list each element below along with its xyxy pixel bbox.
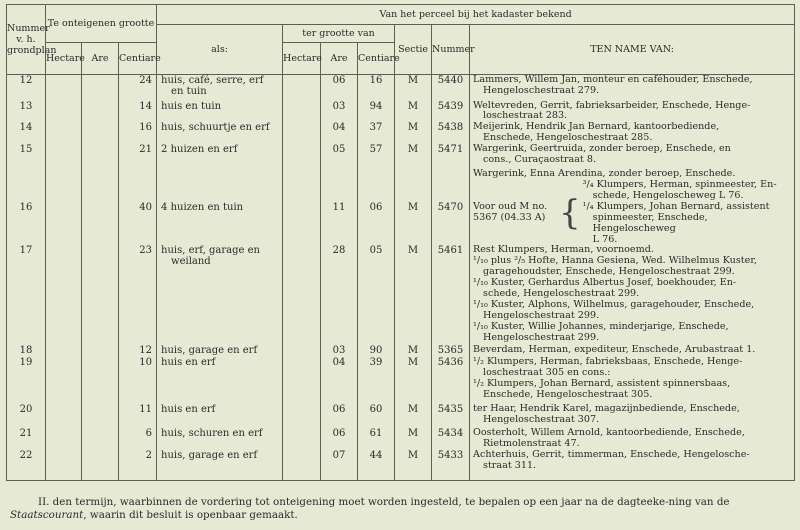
perceel-hectare-cell (283, 450, 321, 480)
description-cell (157, 404, 283, 428)
hectare-cell (46, 428, 82, 450)
perceel-are-cell: 28 (321, 245, 358, 345)
owner-line: huis, café, serre, erf (161, 75, 264, 86)
perceel-hectare-cell (283, 428, 321, 450)
parcel-number: 19 (7, 357, 46, 404)
owner-line: ¹/₁₀ Kuster, Willie Johannes, minderjarige, Enschede, (473, 320, 729, 332)
owner-line: loschestraat 305 en cons.: (483, 367, 611, 379)
description-cell (157, 101, 283, 123)
centiare-cell: 6 (119, 428, 157, 450)
table-row (7, 357, 795, 404)
perceel-number-cell: 5434 (432, 428, 470, 450)
owner-line: huis, erf, garage en (161, 245, 260, 257)
owner-line: Hengeloschestraat 307. (483, 414, 600, 426)
perceel-number-cell: 5461 (432, 245, 470, 345)
owner-line: huis en erf (161, 357, 216, 369)
are-cell (82, 450, 119, 480)
owner-line: 2 huizen en erf (161, 144, 238, 156)
brace-icon: { (559, 192, 581, 233)
owner-cell (470, 169, 795, 245)
owner-line: Rietmolenstraat 47. (483, 438, 580, 450)
owner-line: ¹/₂ Klumpers, Herman, fabrieksbaas, Enschede, Henge- (473, 356, 743, 368)
description-cell (157, 245, 283, 345)
owner-line: huis, schuurtje en erf (161, 122, 270, 134)
parcel-number: 16 (7, 169, 46, 245)
table-row (7, 404, 795, 428)
are-cell (82, 245, 119, 345)
col-centiare-2: Centiare (358, 43, 395, 75)
perceel-hectare-cell (283, 245, 321, 345)
col-als: als: (157, 25, 283, 75)
description-cell (157, 169, 283, 245)
owner-line: Hengeloschestraat 299. (483, 331, 600, 343)
perceel-hectare-cell (283, 357, 321, 404)
sectie-cell: M (395, 345, 432, 357)
perceel-are-cell: 04 (321, 357, 358, 404)
owner-line: ¹/₂ Klumpers, Johan Bernard, assistent spinnersbaas, (473, 378, 731, 390)
owner-group (473, 180, 792, 245)
parcel-number: 20 (7, 404, 46, 428)
col-sectie: Sectie (395, 25, 432, 75)
perceel-number-cell: 5433 (432, 450, 470, 480)
owner-line: weiland (171, 256, 211, 268)
sectie-cell: M (395, 122, 432, 144)
perceel-centiare-cell: 94 (358, 101, 395, 123)
perceel-hectare-cell (283, 169, 321, 245)
owner-line: ¹/₁₀ Kuster, Alphons, Wilhelmus, garagehouder, Enschede, (473, 299, 755, 310)
centiare-cell: 10 (119, 357, 157, 404)
are-cell (82, 404, 119, 428)
sectie-cell: M (395, 450, 432, 480)
owner-line: Beverdam, Herman, expediteur, Enschede, Arubastraat 1. (473, 344, 756, 356)
owner-line: ter Haar, Hendrik Karel, magazijnbediende, Enschede, (473, 403, 740, 415)
owner-line: 4 huizen en tuin (161, 201, 244, 213)
parcel-number: 14 (7, 122, 46, 144)
sectie-cell: M (395, 357, 432, 404)
col-centiare-1: Centiare (119, 43, 157, 75)
owner-line: ¹/₄ Klumpers, Johan Bernard, assistent (582, 200, 770, 212)
centiare-cell: 2 (119, 450, 157, 480)
table-row (7, 101, 795, 123)
sectie-cell: M (395, 428, 432, 450)
col-ten-name-van: TEN NAME VAN: (470, 25, 795, 75)
parcel-number: 15 (7, 144, 46, 169)
sectie-cell: M (395, 101, 432, 123)
col-are-2: Are (321, 43, 358, 75)
owner-line: Oosterholt, Willem Arnold, kantoorbediende, Enschede, (473, 427, 745, 439)
perceel-are-cell: 06 (321, 428, 358, 450)
hectare-cell (46, 169, 82, 245)
perceel-centiare-cell: 16 (358, 75, 395, 101)
owner-line: ¹/₁₀ plus ²/₅ Hofte, Hanna Gesiena, Wed. Wilhelmus Kuster, (473, 255, 757, 267)
centiare-cell: 40 (119, 169, 157, 245)
perceel-hectare-cell (283, 404, 321, 428)
owner-line: Enschede, Hengeloschestraat 305. (483, 389, 653, 401)
perceel-centiare-cell: 61 (358, 428, 395, 450)
perceel-are-cell: 11 (321, 169, 358, 245)
perceel-number-cell: 5435 (432, 404, 470, 428)
owner-line: straat 311. (483, 460, 537, 472)
hectare-cell (46, 101, 82, 123)
owner-line: Weltevreden, Gerrit, fabrieksarbeider, Enschede, Henge- (473, 99, 751, 111)
col-num: Nummer (432, 25, 470, 75)
owner-line: ³/₄ Klumpers, Herman, spinmeester, En- (582, 179, 777, 191)
perceel-centiare-cell: 05 (358, 245, 395, 345)
perceel-are-cell: 03 (321, 101, 358, 123)
owner-line: huis en erf (161, 404, 216, 416)
are-cell (82, 122, 119, 144)
perceel-are-cell: 06 (321, 75, 358, 101)
hectare-cell (46, 450, 82, 480)
owner-line: Meijerink, Hendrik Jan Bernard, kantoorbediende, (473, 121, 720, 133)
owner-line: Hengeloschestraat 299. (483, 309, 600, 321)
expropriation-table (6, 4, 795, 481)
perceel-centiare-cell: 37 (358, 122, 395, 144)
sectie-cell: M (395, 169, 432, 245)
are-cell (82, 144, 119, 169)
perceel-centiare-cell: 39 (358, 357, 395, 404)
description-cell (157, 345, 283, 357)
owner-line: cons., Curaçaostraat 8. (483, 154, 596, 166)
perceel-centiare-cell: 44 (358, 450, 395, 480)
are-cell (82, 428, 119, 450)
perceel-number-cell: 5436 (432, 357, 470, 404)
col-hectare-2: Hectare (283, 43, 321, 75)
perceel-number-cell: 5438 (432, 122, 470, 144)
table-row (7, 450, 795, 480)
perceel-number-cell: 5365 (432, 345, 470, 357)
centiare-cell: 23 (119, 245, 157, 345)
owner-line: Achterhuis, Gerrit, timmerman, Enschede, Hengelosche- (473, 449, 750, 461)
perceel-centiare-cell: 06 (358, 169, 395, 245)
owner-line: huis en tuin (161, 100, 222, 112)
owner-line: Wargerink, Enna Arendina, zonder beroep, Enschede. (473, 168, 736, 180)
owner-line: huis, garage en erf (161, 450, 258, 462)
owner-line: Lammers, Willem Jan, monteur en caféhouder, Enschede, (473, 74, 753, 85)
sectie-cell: M (395, 404, 432, 428)
owner-line: Hengeloschestraat 279. (483, 84, 600, 96)
owner-line: schede, Hengeloschestraat 299. (483, 288, 640, 300)
owner-line: huis, garage en erf (161, 345, 258, 357)
description-cell (157, 428, 283, 450)
owner-cell (470, 75, 795, 101)
parcel-number: 12 (7, 75, 46, 101)
centiare-cell: 12 (119, 345, 157, 357)
perceel-hectare-cell (283, 122, 321, 144)
table-row (7, 245, 795, 345)
col-hectare-1: Hectare (46, 43, 82, 75)
sectie-cell: M (395, 245, 432, 345)
hectare-cell (46, 245, 82, 345)
perceel-centiare-cell: 60 (358, 404, 395, 428)
parcel-number: 13 (7, 101, 46, 123)
footnote: II. den termijn, waarbinnen de vordering tot onteigening moet worden ingesteld, te bepalen op een jaar na de dagteeke-ning van de Staatscourant, waarin dit besluit is openbaar gemaakt. (10, 496, 730, 521)
description-cell (157, 144, 283, 169)
perceel-number-cell: 5471 (432, 144, 470, 169)
owner-cell (470, 245, 795, 345)
owner-cell (470, 450, 795, 480)
perceel-are-cell: 04 (321, 122, 358, 144)
description-cell (157, 357, 283, 404)
are-cell (82, 357, 119, 404)
hectare-cell (46, 75, 82, 101)
hectare-cell (46, 357, 82, 404)
perceel-number-cell: 5439 (432, 101, 470, 123)
sectie-cell: M (395, 144, 432, 169)
owner-line: spinmeester, Enschede, Hengeloscheweg (592, 211, 708, 234)
hectare-cell (46, 144, 82, 169)
owner-cell (470, 404, 795, 428)
hectare-cell (46, 122, 82, 144)
owner-cell (470, 428, 795, 450)
centiare-cell: 24 (119, 75, 157, 101)
col-nummer: Nummer v. h. grondplan (7, 5, 46, 75)
sectie-cell: M (395, 75, 432, 101)
are-cell (82, 345, 119, 357)
are-cell (82, 75, 119, 101)
table-row (7, 144, 795, 169)
owner-line: L 76. (592, 233, 618, 245)
table-row (7, 428, 795, 450)
owner-line: Rest Klumpers, Herman, voornoemd. (473, 244, 654, 256)
perceel-number-cell: 5440 (432, 75, 470, 101)
centiare-cell: 16 (119, 122, 157, 144)
perceel-hectare-cell (283, 144, 321, 169)
owner-line: garagehoudster, Enschede, Hengeloschestraat 299. (483, 266, 735, 278)
owner-cell (470, 357, 795, 404)
owner-list (583, 180, 792, 245)
perceel-are-cell: 06 (321, 404, 358, 428)
owner-line: Enschede, Hengeloschestraat 285. (483, 132, 653, 144)
hectare-cell (46, 345, 82, 357)
are-cell (82, 101, 119, 123)
parcel-number: 21 (7, 428, 46, 450)
owner-cell (470, 101, 795, 123)
hectare-cell (46, 404, 82, 428)
perceel-centiare-cell: 57 (358, 144, 395, 169)
owner-line: loschestraat 283. (483, 110, 568, 122)
table-row (7, 169, 795, 245)
table-row (7, 122, 795, 144)
description-cell (157, 75, 283, 101)
perceel-hectare-cell (283, 101, 321, 123)
owner-line: ¹/₁₀ Kuster, Gerhardus Albertus Josef, boekhouder, En- (473, 277, 737, 289)
description-cell (157, 122, 283, 144)
owner-cell (470, 122, 795, 144)
owner-line: Wargerink, Geertruida, zonder beroep, Enschede, en (473, 143, 731, 155)
col-te-onteigenen: Te onteigenen grootte (46, 5, 157, 43)
centiare-cell: 11 (119, 404, 157, 428)
owner-line: en tuin (171, 86, 207, 97)
perceel-hectare-cell (283, 345, 321, 357)
description-cell (157, 450, 283, 480)
parcel-number: 22 (7, 450, 46, 480)
centiare-cell: 14 (119, 101, 157, 123)
perceel-are-cell: 03 (321, 345, 358, 357)
perceel-centiare-cell: 90 (358, 345, 395, 357)
col-van-het-perceel: Van het perceel bij het kadaster bekend (157, 5, 795, 25)
centiare-cell: 21 (119, 144, 157, 169)
owner-cell (470, 144, 795, 169)
owner-line: huis, schuren en erf (161, 428, 263, 440)
parcel-number: 17 (7, 245, 46, 345)
perceel-hectare-cell (283, 75, 321, 101)
table-row (7, 75, 795, 101)
perceel-number-cell: 5470 (432, 169, 470, 245)
perceel-are-cell: 07 (321, 450, 358, 480)
col-ter-grootte-van: ter grootte van (283, 25, 395, 43)
owner-prefix: Voor oud M no. 5367 (04.33 A) (473, 200, 548, 223)
parcel-number: 18 (7, 345, 46, 357)
perceel-are-cell: 05 (321, 144, 358, 169)
are-cell (82, 169, 119, 245)
col-are-1: Are (82, 43, 119, 75)
owner-line: schede, Hengeloscheweg L 76. (592, 189, 744, 201)
